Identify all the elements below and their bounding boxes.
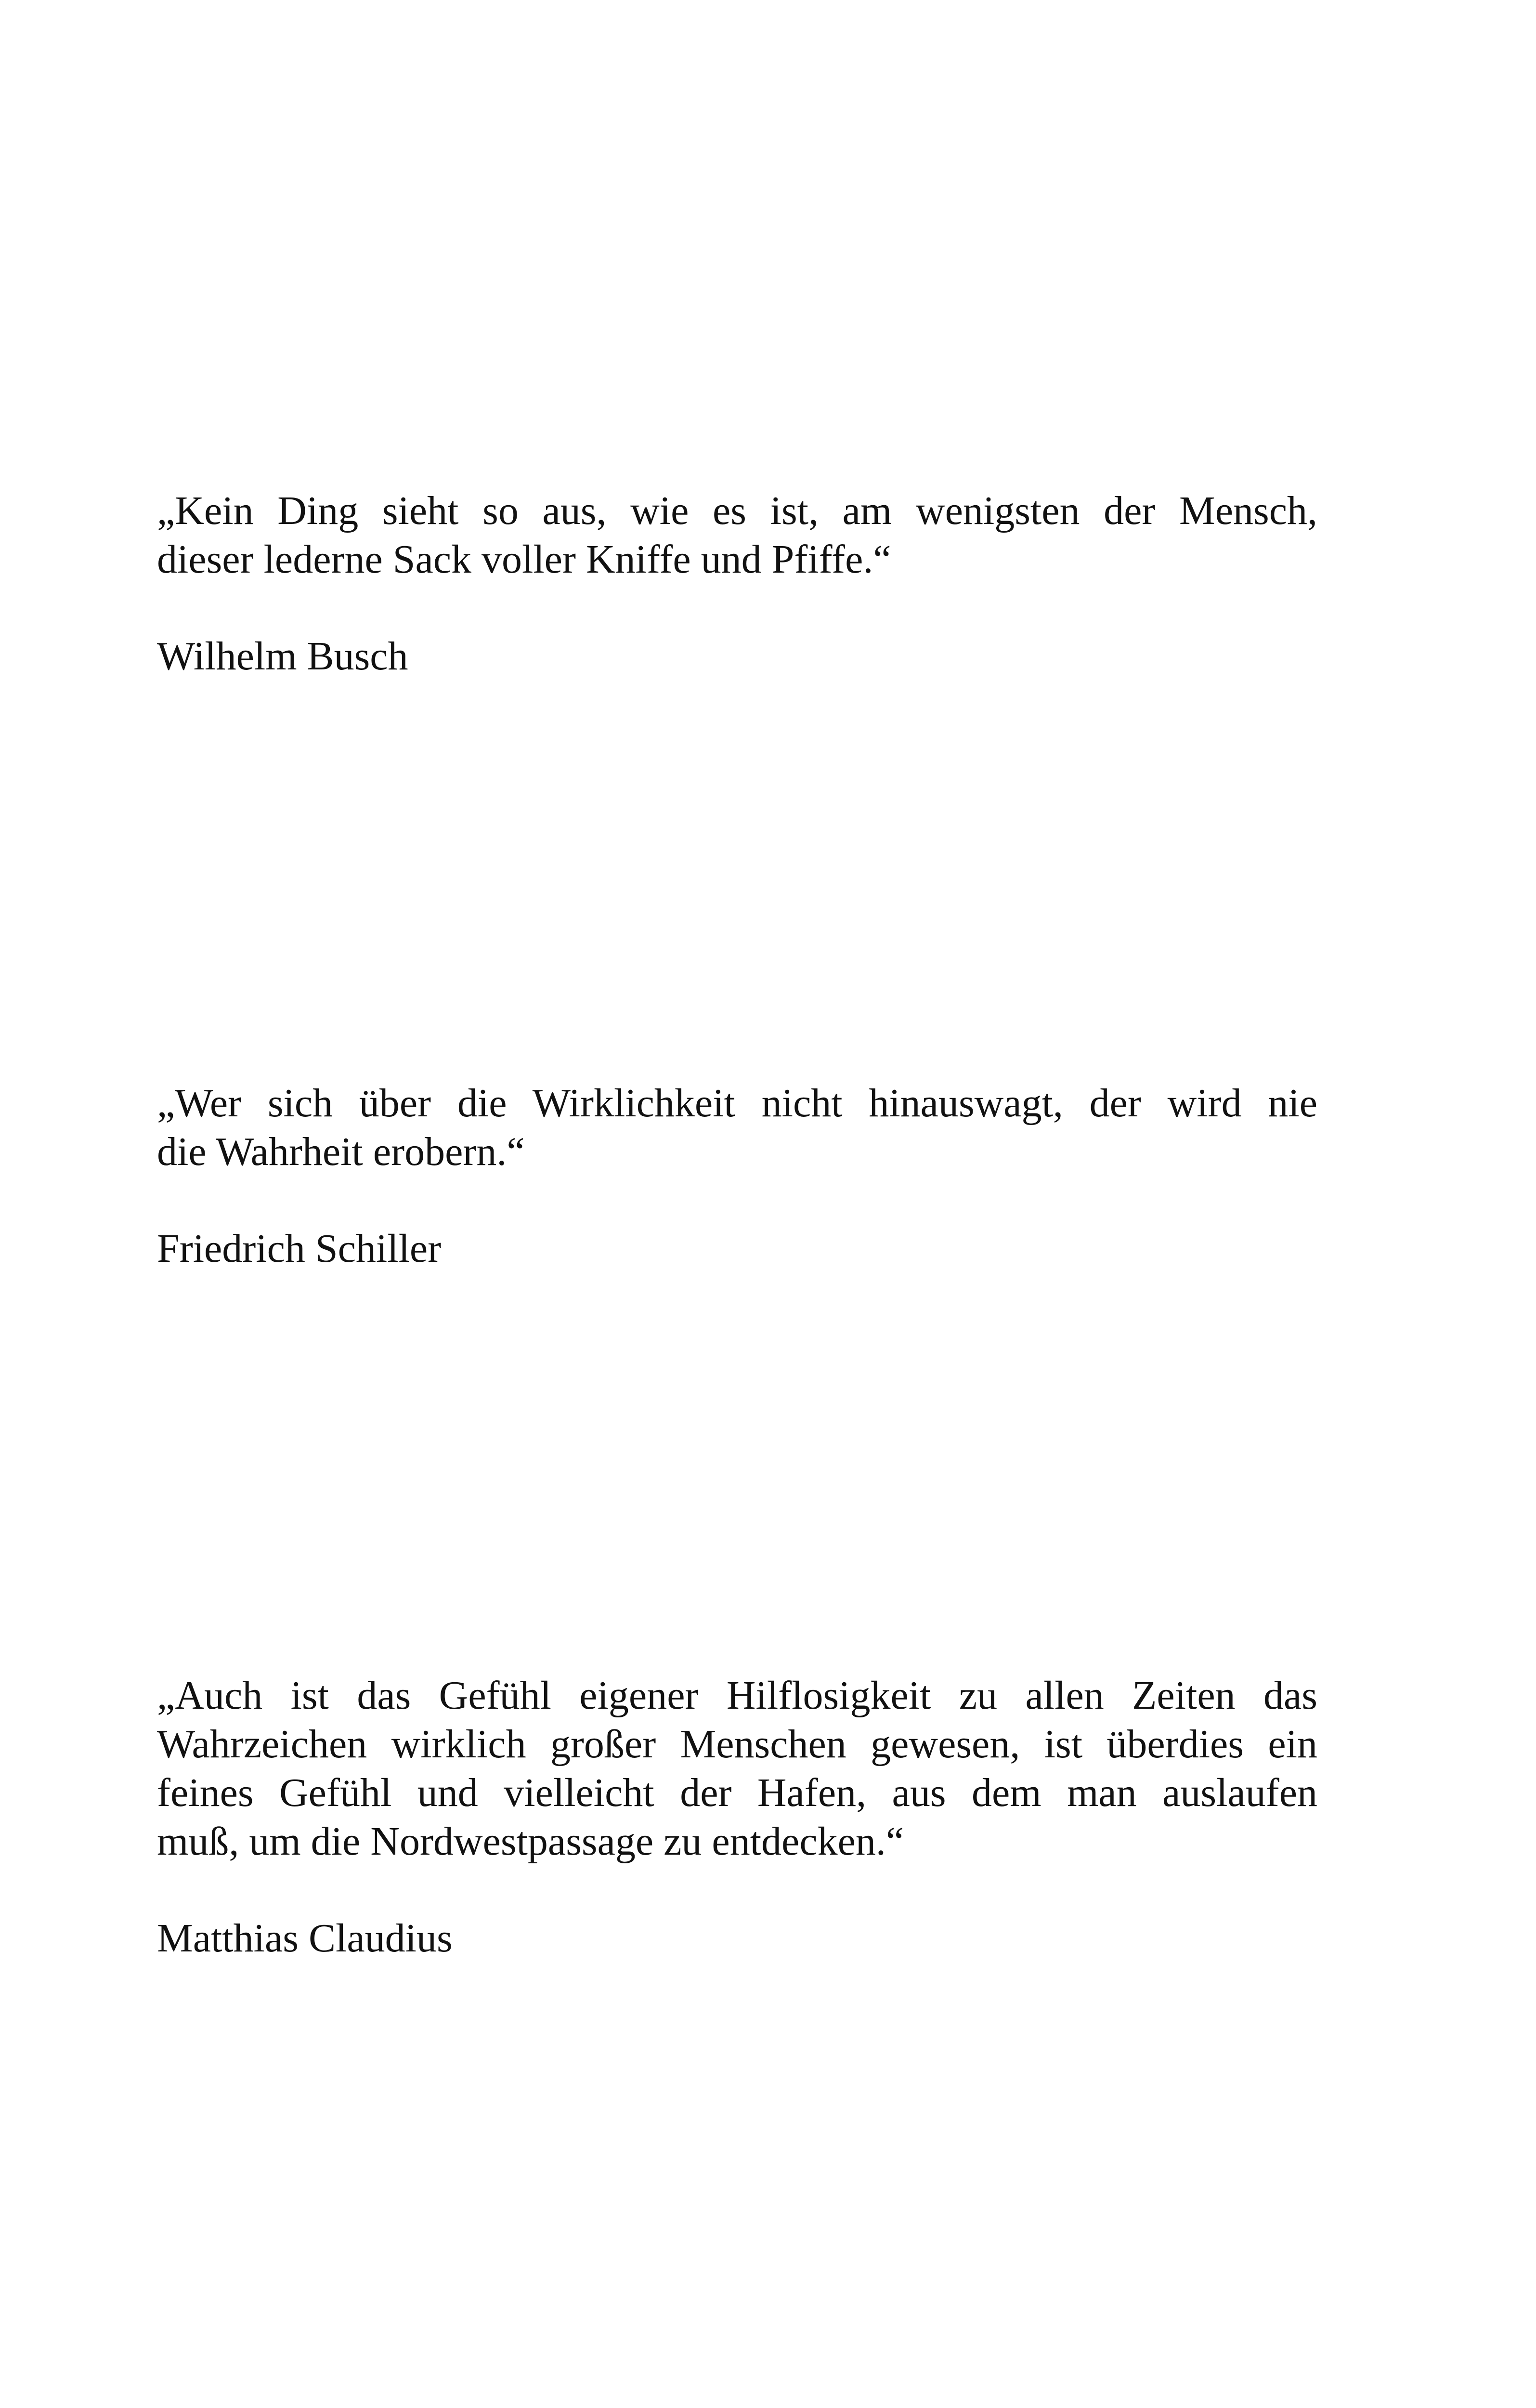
quote-line: „Kein Ding sieht so aus, wie es ist, am wenigsten der Mensch,: [157, 488, 1317, 533]
quote-line: muß, um die Nordwestpassage zu entdecken.“: [157, 1819, 904, 1864]
quote-line: die Wahrheit erobern.“: [157, 1129, 525, 1174]
quote-line: „Wer sich über die Wirklichkeit nicht hinauswagt, der wird nie: [157, 1081, 1317, 1125]
quote-text: [157, 486, 1317, 584]
quote-line: dieser lederne Sack voller Kniffe und Pfiffe.“: [157, 537, 891, 582]
quote-author: Wilhelm Busch: [157, 634, 408, 679]
quote-block-busch: [157, 486, 1317, 681]
quote-text: [157, 1079, 1317, 1176]
quote-author: Friedrich Schiller: [157, 1226, 442, 1271]
quote-block-claudius: [157, 1671, 1317, 1963]
quote-line: Wahrzeichen wirklich großer Menschen gewesen, ist überdies ein: [157, 1722, 1317, 1767]
quote-line: feines Gefühl und vielleicht der Hafen, aus dem man auslaufen: [157, 1770, 1317, 1815]
quote-author: Matthias Claudius: [157, 1916, 453, 1961]
quote-block-schiller: [157, 1079, 1317, 1273]
quote-text: [157, 1671, 1317, 1866]
quote-line: „Auch ist das Gefühl eigener Hilflosigkeit zu allen Zeiten das: [157, 1673, 1317, 1718]
